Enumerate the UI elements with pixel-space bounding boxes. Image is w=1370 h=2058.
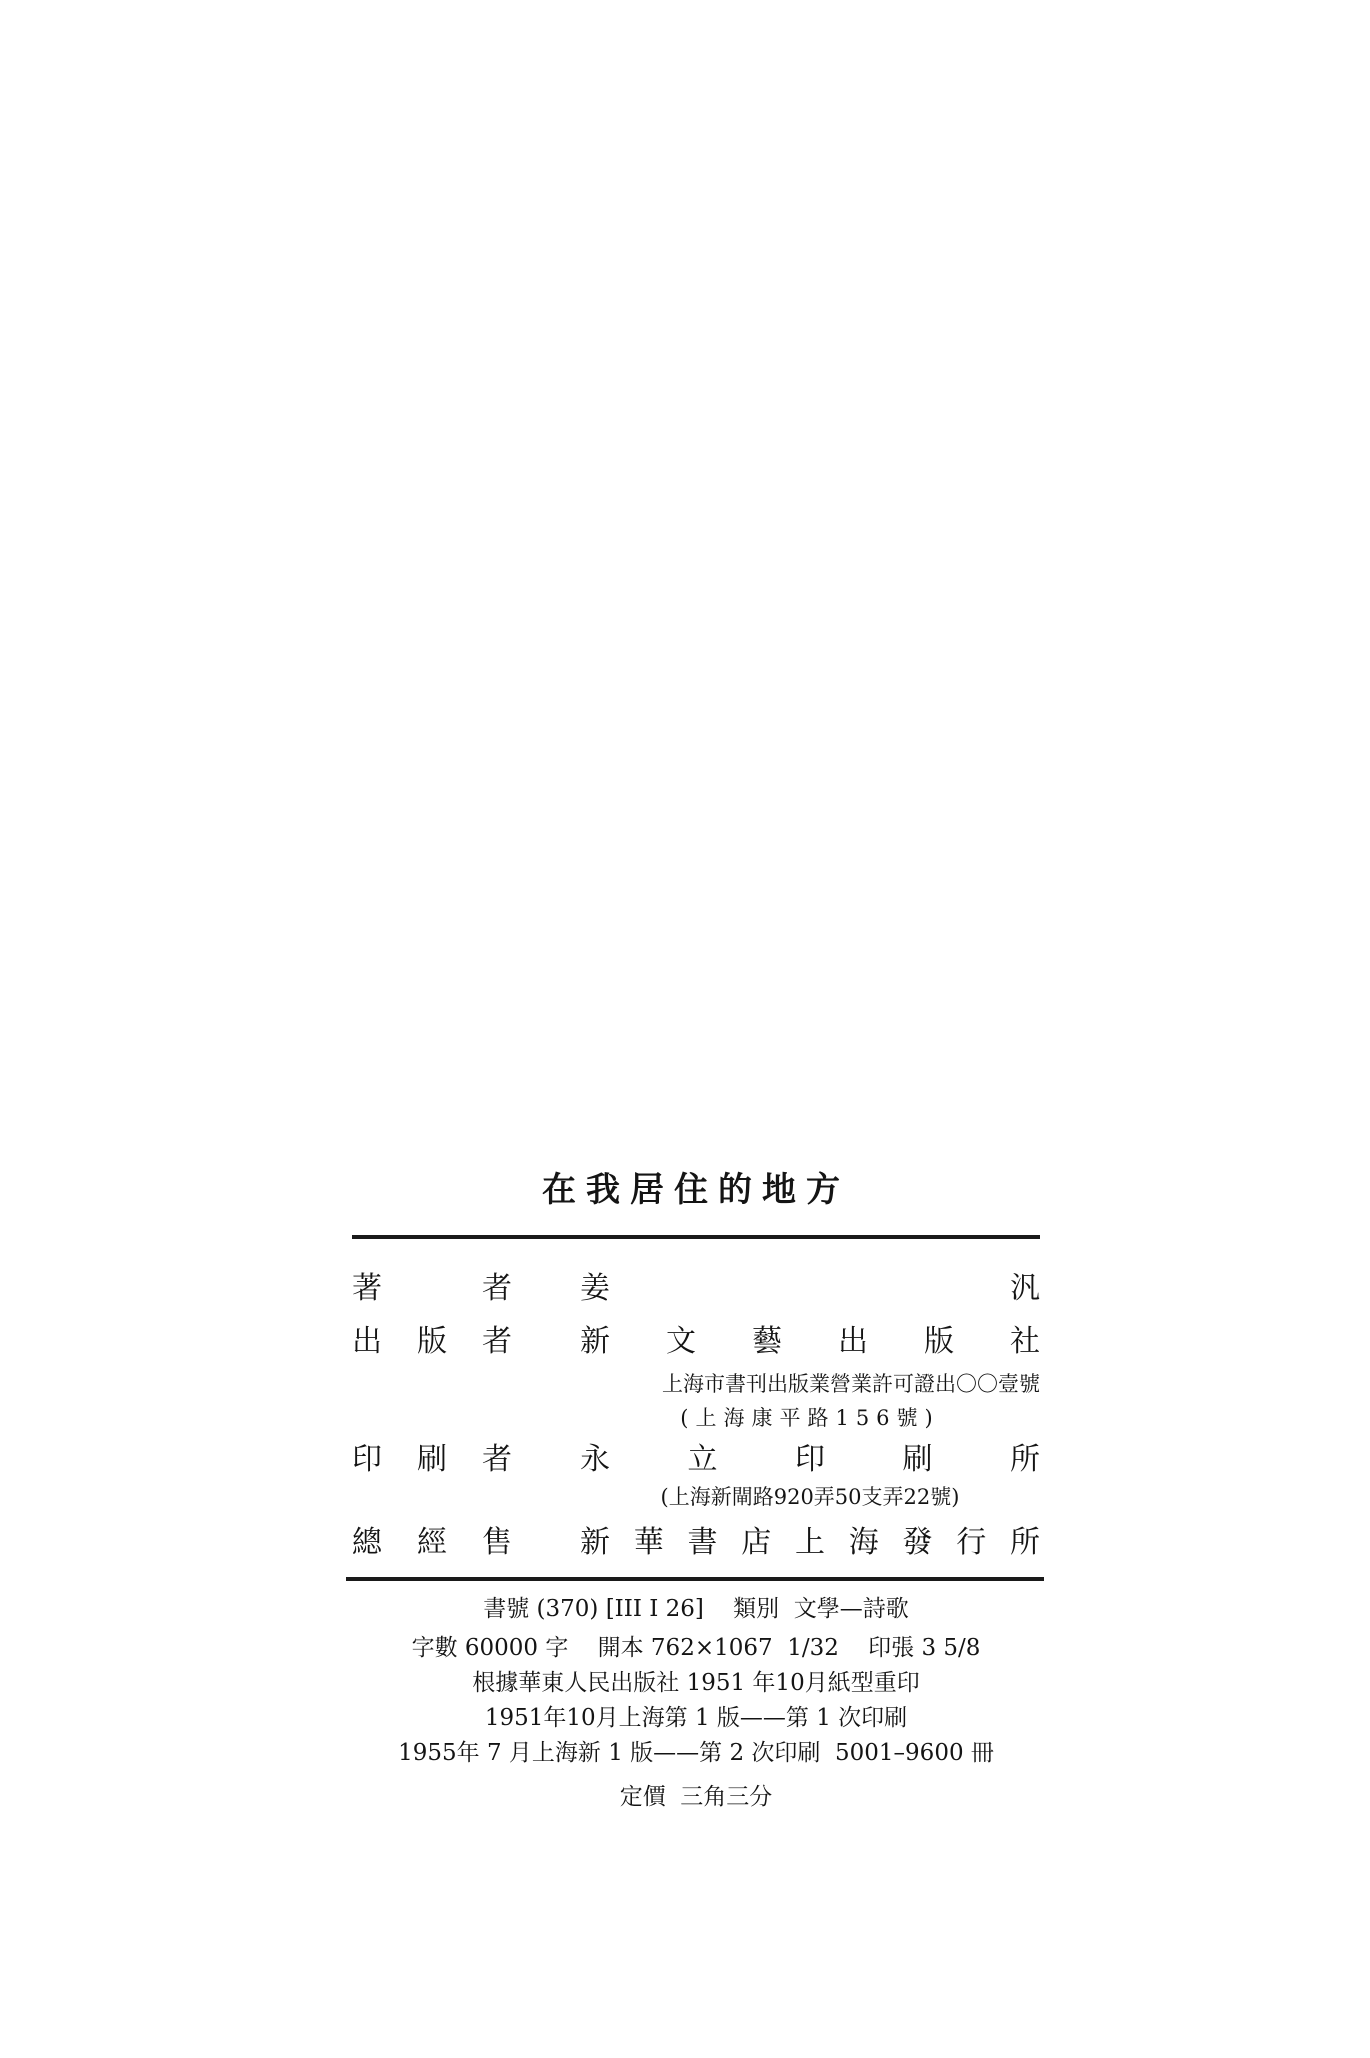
distributor-name-char: 書 (687, 1525, 718, 1560)
distributor-label (352, 1525, 512, 1561)
book-title: 在我居住的地方 (542, 1170, 850, 1210)
author-label (352, 1271, 512, 1307)
publisher-label (352, 1324, 512, 1360)
distributor-label-char: 總 (352, 1525, 382, 1560)
top-rule (352, 1235, 1040, 1239)
publisher-label-char: 者 (482, 1324, 512, 1359)
publisher-name-char: 藝 (752, 1324, 782, 1359)
new-edition-line: 1955年 7 月上海新 1 版——第 2 次印刷 5001–9600 冊 (398, 1740, 994, 1766)
publisher-name-char: 出 (838, 1324, 868, 1359)
printer-label-char: 印 (352, 1442, 382, 1477)
printer-name-char: 所 (1010, 1442, 1040, 1477)
printer-name (580, 1442, 1040, 1478)
printer-label-char: 者 (482, 1442, 512, 1477)
distributor-name-char: 新 (580, 1525, 610, 1560)
publisher-name-char: 版 (924, 1324, 954, 1359)
distributor-name-char: 海 (848, 1525, 879, 1560)
publisher-name-char: 社 (1010, 1324, 1040, 1359)
publisher-label-char: 版 (417, 1324, 447, 1359)
publisher-label-char: 出 (352, 1324, 382, 1359)
distributor-name-char: 行 (956, 1525, 987, 1560)
printer-name-char: 印 (795, 1442, 825, 1477)
printer-name-char: 永 (580, 1442, 610, 1477)
printer-label (352, 1442, 512, 1478)
author-label-char: 著 (352, 1271, 382, 1306)
publisher-name-char: 文 (666, 1324, 696, 1359)
first-edition-line: 1951年10月上海第 1 版——第 1 次印刷 (484, 1705, 908, 1731)
distributor-name-char: 華 (633, 1525, 664, 1560)
distributor-name (580, 1525, 1040, 1561)
publisher-name-char: 新 (580, 1324, 610, 1359)
publisher-name (580, 1324, 1040, 1360)
distributor-label-char: 經 (417, 1525, 447, 1560)
distributor-name-char: 店 (741, 1525, 772, 1560)
distributor-name-char: 所 (1010, 1525, 1040, 1560)
printer-address: (上海新閘路920弄50支弄22號) (660, 1485, 960, 1509)
author-name (580, 1271, 1040, 1307)
author-name-char: 汎 (1010, 1271, 1040, 1306)
distributor-label-char: 售 (482, 1525, 512, 1560)
publisher-address: (上海康平路156號) (680, 1406, 940, 1430)
distributor-name-char: 上 (795, 1525, 825, 1560)
format-line: 字數 60000 字 開本 762×1067 1/32 印張 3 5/8 (411, 1635, 981, 1661)
reprint-source-line: 根據華東人民出版社 1951 年10月紙型重印 (472, 1670, 920, 1696)
author-name-char: 姜 (580, 1271, 610, 1306)
bottom-rule (346, 1577, 1044, 1581)
printer-name-char: 刷 (902, 1442, 933, 1477)
printer-label-char: 刷 (417, 1442, 447, 1477)
publisher-license: 上海市書刊出版業營業許可證出〇〇壹號 (662, 1372, 1040, 1396)
author-label-char: 者 (482, 1271, 512, 1306)
distributor-name-char: 發 (902, 1525, 933, 1560)
printer-name-char: 立 (687, 1442, 718, 1477)
price-line: 定價 三角三分 (619, 1784, 773, 1810)
book-number-line: 書號 (370) [III I 26] 類別 文學—詩歌 (483, 1596, 909, 1622)
